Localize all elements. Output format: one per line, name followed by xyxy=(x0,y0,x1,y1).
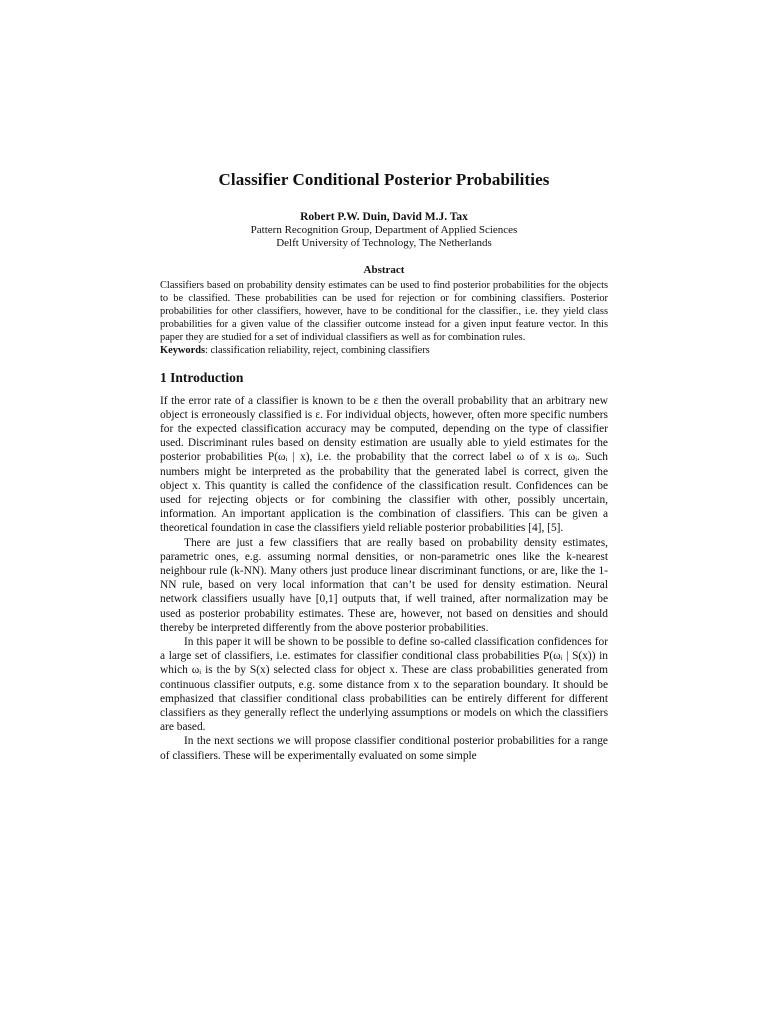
intro-paragraph-4: In the next sections we will propose classifier conditional posterior probabilities for a range of classifiers. These will be experimentally evaluated on some simple xyxy=(160,735,608,762)
section-heading-introduction: 1 Introduction xyxy=(160,369,244,385)
affiliation-line-1: Pattern Recognition Group, Department of Applied Sciences xyxy=(250,224,518,236)
paper-authors: Robert P.W. Duin, David M.J. Tax xyxy=(300,211,468,223)
keywords-line xyxy=(160,344,608,357)
abstract-heading: Abstract xyxy=(363,264,405,276)
paper-title: Classifier Conditional Posterior Probabilities xyxy=(218,170,550,189)
keywords-label: Keywords xyxy=(160,345,206,357)
intro-paragraph-1: If the error rate of a classifier is known to be ε then the overall probability that an arbitrary new object is erroneously classified is ε. For individual objects, however, often more specific numbers for the expected classification accuracy may be computed, depending on the type of classifier used. Discriminant rules based on density estimation are usually able to yield estimates for the posterior probabilities P(ωᵢ | x), i.e. the probability that the correct label ω of x is ωᵢ. Such numbers might be interpreted as the probability that the generated label is correct, given the object x. This quantity is called the confidence of the classification result. Confidences can be used for rejecting objects or for combining the classifier with other, possibly uncertain, information. An important application is the combination of classifiers. This can be given a theoretical foundation in case the classifiers yield reliable posterior probabilities [4], [5]. xyxy=(160,394,608,535)
intro-paragraph-2: There are just a few classifiers that are really based on probability density estimates, parametric ones, e.g. assuming normal densities, or non-parametric ones like the k-nearest neighbour rule (k-NN). Many others just produce linear discriminant functions, or are, like the 1-NN rule, based on very local information that can’t be used for density estimation. Neural network classifiers usually have [0,1] outputs that, if well trained, after normalization may be used as posterior probability estimates. These are, however, not based on densities and should thereby be interpreted differently from the above posterior probabilities. xyxy=(160,536,608,634)
paper-page xyxy=(160,170,608,763)
affiliation-line-2: Delft University of Technology, The Netherlands xyxy=(276,237,492,249)
intro-paragraph-3: In this paper it will be shown to be possible to define so-called classification confidences for a large set of classifiers, i.e. estimates for classifier conditional class probabilities P(ωᵢ | S(x)) in which ωᵢ is the by S(x) selected class for object x. These are class probabilities generated from continuous classifier outputs, e.g. some distance from x to the separation boundary. It should be emphasized that classifier conditional class probabilities can be entirely different for different classifiers as they generally reflect the underlying assumptions or models on which the classifiers are based. xyxy=(160,636,608,734)
abstract-text: Classifiers based on probability density estimates can be used to find posterior probabilities for the objects to be classified. These probabilities can be used for rejection or for combining classifiers. Posterior probabilities for other classifiers, however, have to be conditional for the classifier., i.e. they yield class probabilities for a given value of the classifier outcome instead for a given input feature vector. In this paper they are studied for a set of individual classifiers as well as for combination rules. xyxy=(160,280,608,344)
keywords-text: : classification reliability, reject, combining classifiers xyxy=(205,345,430,357)
